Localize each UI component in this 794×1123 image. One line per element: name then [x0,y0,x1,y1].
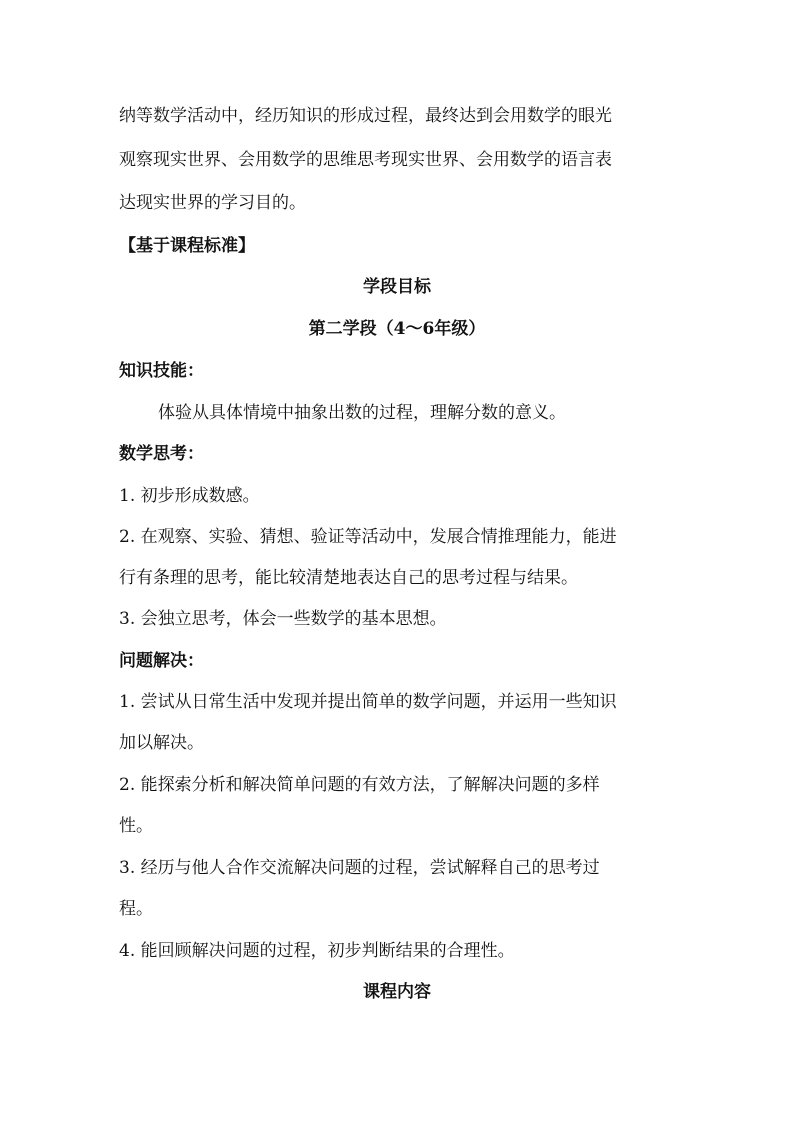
problem-item-continued: 加以解决。 [119,733,204,753]
goal-title: 学段目标 [363,277,431,297]
thinking-item: 2. 在观察、实验、猜想、验证等活动中，发展合情推理能力，能进 [119,527,617,547]
thinking-item: 1. 初步形成数感。 [119,486,260,506]
problem-heading: 问题解决： [119,651,204,671]
problem-item: 1. 尝试从日常生活中发现并提出简单的数学问题，并运用一些知识 [119,692,617,712]
problem-item: 4. 能回顾解决问题的过程，初步判断结果的合理性。 [119,941,515,961]
intro-line: 达现实世界的学习目的。 [119,193,306,213]
thinking-item-continued: 行有条理的思考，能比较清楚地表达自己的思考过程与结果。 [119,568,578,588]
thinking-item: 3. 会独立思考，体会一些数学的基本思想。 [119,609,447,629]
problem-item: 3. 经历与他人合作交流解决问题的过程，尝试解释自己的思考过 [119,858,600,878]
intro-line: 纳等数学活动中，经历知识的形成过程，最终达到会用数学的眼光 [119,106,612,126]
intro-line: 观察现实世界、会用数学的思维思考现实世界、会用数学的语言表 [119,150,612,170]
stage-title: 第二学段（4～6年级） [308,319,486,339]
section-label: 【基于课程标准】 [119,236,255,256]
content-title: 课程内容 [363,982,431,1002]
knowledge-heading: 知识技能： [119,361,204,381]
thinking-heading: 数学思考： [119,444,204,464]
problem-item-continued: 性。 [119,816,153,836]
problem-item: 2. 能探索分析和解决简单问题的有效方法，了解解决问题的多样 [119,775,600,795]
problem-item-continued: 程。 [119,899,153,919]
knowledge-text: 体验从具体情境中抽象出数的过程，理解分数的意义。 [158,403,566,423]
